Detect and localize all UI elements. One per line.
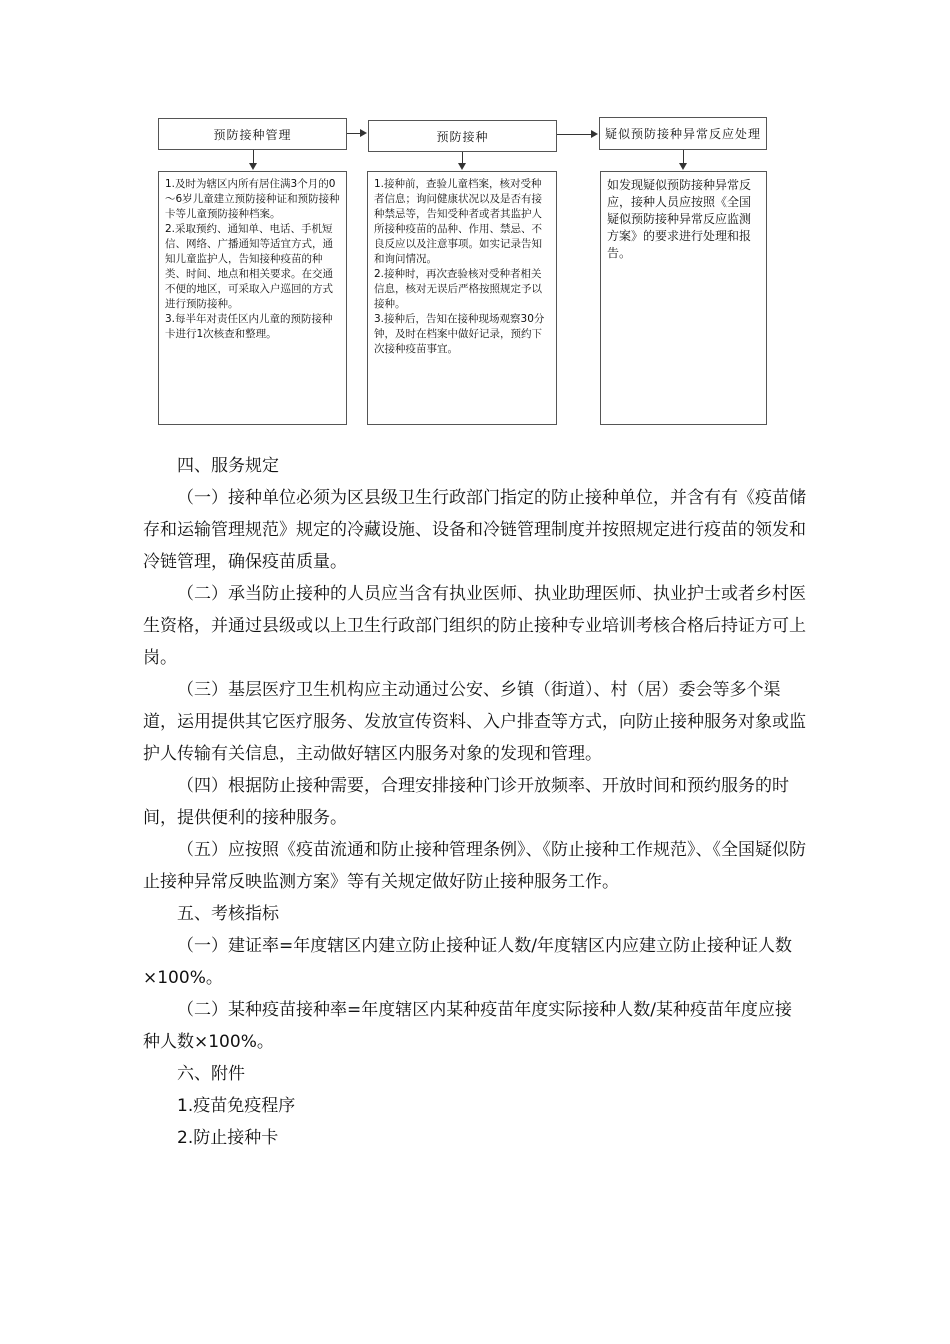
arrow-right-head: [591, 130, 598, 138]
arrow-down-head: [458, 163, 466, 170]
paragraph: （二）承当防止接种的人员应当含有执业医师、执业助理医师、执业护士或者乡村医生资格，并通过县级或以上卫生行政部门组织的防止接种专业培训考核合格后持证方可上岗。: [143, 584, 806, 668]
paragraph: （一）接种单位必须为区县级卫生行政部门指定的防止接种单位，并含有有《疫苗储存和运输管理规范》规定的冷藏设施、设备和冷链管理制度并按照规定进行疫苗的领发和冷链管理，确保疫苗质量。: [143, 488, 806, 572]
arrow-down-line: [683, 150, 684, 164]
flow-header-vaccination: [368, 120, 557, 152]
flow-header-label: 预防接种管理: [213, 127, 292, 142]
paragraph: （二）某种疫苗接种率=年度辖区内某种疫苗年度实际接种人数/某种疫苗年度应接种人数×100%。: [143, 1000, 792, 1052]
paragraph: （一）建证率=年度辖区内建立防止接种证人数/年度辖区内应建立防止接种证人数×100%。: [143, 936, 792, 988]
flow-header-adverse-reaction: [599, 117, 767, 150]
section-title-assessment: 五、考核指标: [177, 904, 279, 924]
arrow-right-line: [347, 133, 361, 134]
section-title-service-rules: 四、服务规定: [177, 456, 279, 476]
flow-header-vaccination-management: [158, 118, 347, 150]
flow-item: 2.采取预约、通知单、电话、手机短信、网络、广播通知等适宜方式，通知儿童监护人，告知接种疫苗的种类、时间、地点和相关要求。在交通不便的地区，可采取入户巡回的方式进行预防接种。: [165, 223, 333, 310]
attachment-item: 2.防止接种卡: [177, 1128, 279, 1148]
arrow-down-head: [679, 163, 687, 170]
flow-item: 如发现疑似预防接种异常反应，接种人员应按照《全国疑似预防接种异常反应监测方案》的要求进行处理和报告。: [607, 178, 752, 260]
document-body: [143, 450, 806, 1154]
paragraph: （五）应按照《疫苗流通和防止接种管理条例》、《防止接种工作规范》、《全国疑似防止接种异常反映监测方案》等有关规定做好防止接种服务工作。: [143, 840, 806, 892]
arrow-right-head: [360, 129, 367, 137]
flow-item: 2.接种时，再次查验核对受种者相关信息，核对无误后严格按照规定予以接种。: [374, 268, 542, 310]
attachment-item: 1.疫苗免疫程序: [177, 1096, 296, 1116]
flow-item: 3.接种后，告知在接种现场观察30分钟，及时在档案中做好记录，预约下次接种疫苗事宜。: [374, 313, 545, 355]
arrow-down-head: [249, 163, 257, 170]
arrow-down-line: [253, 150, 254, 164]
flow-header-label: 疑似预防接种异常反应处理: [604, 127, 761, 141]
flow-header-label: 预防接种: [436, 129, 489, 144]
flow-item: 1.及时为辖区内所有居住满3个月的0～6岁儿童建立预防接种证和预防接种卡等儿童预防接种档案。: [165, 178, 340, 220]
flow-item: 1.接种前，查验儿童档案，核对受种者信息；询问健康状况以及是否有接种禁忌等，告知受种者或者其监护人所接种疫苗的品种、作用、禁忌、不良反应以及注意事项。如实记录告知和询问情况。: [374, 178, 542, 265]
paragraph: （三）基层医疗卫生机构应主动通过公安、乡镇（街道）、村（居）委会等多个渠道，运用提供其它医疗服务、发放宣传资料、入户排查等方式，向防止接种服务对象或监护人传输有关信息，主动做好辖区内服务对象的发现和管理。: [143, 680, 806, 764]
section-title-attachments: 六、附件: [177, 1064, 245, 1084]
paragraph: （四）根据防止接种需要，合理安排接种门诊开放频率、开放时间和预约服务的时间，提供便利的接种服务。: [143, 776, 789, 828]
flow-item: 3.每半年对责任区内儿童的预防接种卡进行1次核查和整理。: [165, 313, 333, 340]
flow-box-adverse-details: [600, 171, 767, 425]
flow-box-vaccination-details: [367, 171, 557, 425]
arrow-right-line: [557, 134, 592, 135]
flow-box-management-details: [158, 171, 347, 425]
